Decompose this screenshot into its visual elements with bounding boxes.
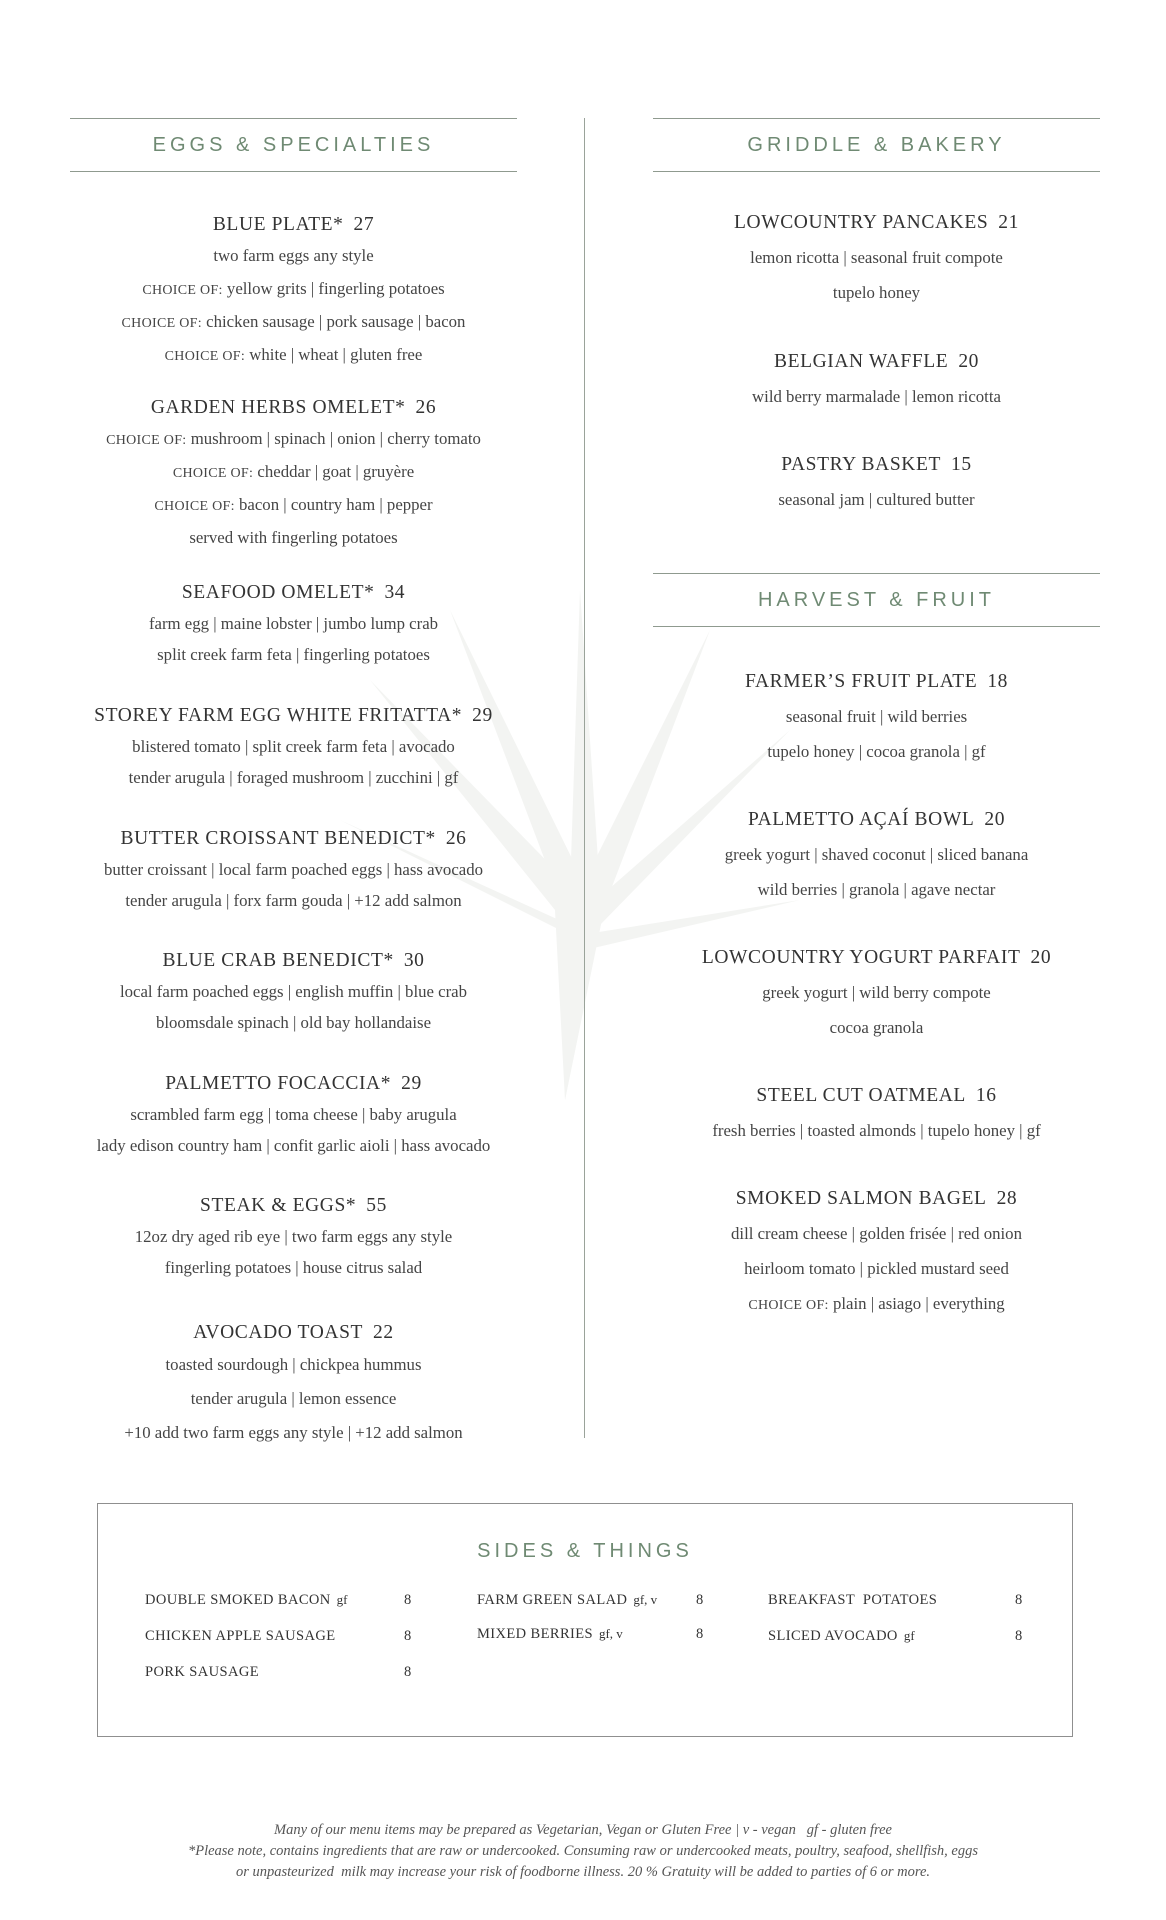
item-name-row	[70, 393, 517, 423]
section-title: GRIDDLE & BAKERY	[747, 134, 1006, 156]
item-description: tender arugula | forx farm gouda | +12 add salmon	[125, 891, 462, 910]
item-name-row	[70, 210, 517, 240]
item-price: 55	[366, 1195, 387, 1216]
side-price: 8	[696, 1626, 704, 1642]
menu-item	[653, 345, 1100, 414]
item-price: 22	[373, 1322, 394, 1343]
item-name-row	[653, 345, 1100, 379]
item-description: bloomsdale spinach | old bay hollandaise	[155, 1013, 432, 1032]
item-price: 20	[1030, 947, 1052, 968]
item-name-row	[653, 1182, 1100, 1216]
menu-item	[70, 210, 517, 372]
item-description: dill cream cheese | golden frisée | red onion	[731, 1224, 1022, 1243]
item-name: BUTTER CROISSANT BENEDICT*	[120, 828, 436, 849]
section-header	[653, 573, 1100, 627]
item-description: CHOICE OF: yellow grits | fingerling potatoes	[142, 279, 445, 298]
menu-item	[653, 665, 1100, 769]
side-price: 8	[404, 1592, 412, 1608]
section-header	[70, 118, 517, 172]
item-description: split creek farm feta | fingerling potatoes	[157, 645, 430, 664]
side-price: 8	[1015, 1628, 1023, 1644]
menu-item	[653, 941, 1100, 1045]
side-item: FARM GREEN SALAD gf, v	[477, 1592, 658, 1608]
menu-item	[653, 206, 1100, 310]
item-name-row	[70, 1191, 517, 1221]
item-description: fingerling potatoes | house citrus salad	[164, 1258, 423, 1277]
item-price: 26	[415, 397, 437, 418]
item-price: 18	[987, 671, 1009, 692]
item-name: BLUE PLATE*	[212, 214, 344, 235]
side-price: 8	[404, 1664, 412, 1680]
item-price: 20	[984, 809, 1006, 830]
item-description: wild berries | granola | agave nectar	[757, 880, 996, 899]
menu-item	[70, 946, 517, 1038]
menu-item	[653, 803, 1100, 907]
item-name: GARDEN HERBS OMELET*	[150, 397, 406, 418]
item-description: cocoa granola	[829, 1018, 924, 1037]
item-price: 21	[998, 212, 1019, 233]
item-price: 29	[401, 1073, 422, 1094]
menu-item	[70, 578, 517, 670]
item-description: wild berry marmalade | lemon ricotta	[752, 387, 1001, 406]
item-name-row	[70, 578, 517, 608]
item-name-row	[70, 1318, 517, 1348]
item-description: two farm eggs any style	[213, 246, 374, 265]
item-description: +10 add two farm eggs any style | +12 add salmon	[124, 1423, 463, 1442]
menu-item	[70, 393, 517, 555]
item-name-row	[70, 701, 517, 731]
item-description: CHOICE OF: cheddar | goat | gruyère	[172, 462, 415, 481]
item-name: PALMETTO FOCACCIA*	[165, 1073, 392, 1094]
item-description: 12oz dry aged rib eye | two farm eggs any style	[134, 1227, 453, 1246]
item-description: scrambled farm egg | toma cheese | baby arugula	[130, 1105, 457, 1124]
item-name-row	[653, 206, 1100, 240]
item-name-row	[653, 665, 1100, 699]
item-description: seasonal jam | cultured butter	[778, 490, 975, 509]
item-name-row	[70, 824, 517, 854]
item-price: 26	[445, 828, 467, 849]
item-name: AVOCADO TOAST	[193, 1322, 364, 1343]
item-name: PALMETTO AÇAÍ BOWL	[747, 809, 975, 830]
item-name-row	[653, 941, 1100, 975]
gratuity-note: or unpasteurized milk may increase your risk of foodborne illness. 20 % Gratuity will be added to parties of 6 or more.	[235, 1864, 931, 1880]
item-description: CHOICE OF: plain | asiago | everything	[748, 1294, 1005, 1313]
item-description: tupelo honey | cocoa granola | gf	[767, 742, 986, 761]
side-price: 8	[404, 1628, 412, 1644]
item-description: CHOICE OF: bacon | country ham | pepper	[154, 495, 433, 514]
item-name: LOWCOUNTRY PANCAKES	[734, 212, 989, 233]
menu-item	[653, 448, 1100, 517]
item-description: tender arugula | foraged mushroom | zucchini | gf	[128, 768, 459, 787]
item-description: seasonal fruit | wild berries	[785, 707, 968, 726]
item-description: lemon ricotta | seasonal fruit compote	[750, 248, 1003, 267]
item-price: 29	[472, 705, 493, 726]
footer-disclaimer	[0, 1820, 1166, 1883]
item-name: SEAFOOD OMELET*	[181, 582, 375, 603]
item-description: greek yogurt | shaved coconut | sliced banana	[724, 845, 1029, 864]
item-price: 28	[996, 1188, 1018, 1209]
item-description: butter croissant | local farm poached eggs | hass avocado	[103, 860, 484, 879]
item-name: STEEL CUT OATMEAL	[756, 1085, 966, 1106]
item-description: greek yogurt | wild berry compote	[762, 983, 991, 1002]
side-item: CHICKEN APPLE SAUSAGE	[145, 1628, 336, 1644]
sides-box	[97, 1503, 1073, 1737]
item-name-row	[70, 946, 517, 976]
item-name-row	[653, 448, 1100, 482]
item-price: 30	[403, 950, 425, 971]
item-price: 20	[958, 351, 980, 372]
side-item: PORK SAUSAGE	[145, 1664, 259, 1680]
item-description: CHOICE OF: chicken sausage | pork sausage | bacon	[121, 312, 466, 331]
item-description: served with fingerling potatoes	[189, 528, 398, 547]
item-price: 16	[975, 1085, 997, 1106]
item-name: LOWCOUNTRY YOGURT PARFAIT	[701, 947, 1021, 968]
item-price: 15	[951, 454, 972, 475]
item-name: PASTRY BASKET	[781, 454, 941, 475]
item-description: blistered tomato | split creek farm feta | avocado	[132, 737, 455, 756]
section-title: EGGS & SPECIALTIES	[152, 134, 435, 156]
item-price: 27	[353, 214, 375, 235]
raw-food-warning: *Please note, contains ingredients that are raw or undercooked. Consuming raw or undercooked meats, poultry, seafood, shellfish, eggs	[187, 1843, 979, 1859]
item-description: local farm poached eggs | english muffin | blue crab	[119, 982, 468, 1001]
item-name: BELGIAN WAFFLE	[773, 351, 949, 372]
item-name-row	[70, 1069, 517, 1099]
item-description: farm egg | maine lobster | jumbo lump crab	[148, 614, 439, 633]
sides-title: SIDES & THINGS	[477, 1540, 693, 1562]
item-price: 34	[384, 582, 406, 603]
item-name-row	[653, 803, 1100, 837]
menu-item	[70, 1318, 517, 1450]
column-divider	[584, 118, 585, 1438]
item-description: fresh berries | toasted almonds | tupelo honey | gf	[712, 1121, 1041, 1140]
item-description: CHOICE OF: mushroom | spinach | onion | cherry tomato	[106, 429, 481, 448]
dietary-note: Many of our menu items may be prepared as Vegetarian, Vegan or Gluten Free | v - vegan gf - gluten free	[274, 1822, 892, 1838]
side-item: MIXED BERRIES gf, v	[477, 1626, 623, 1642]
item-description: tender arugula | lemon essence	[190, 1389, 397, 1408]
side-item: BREAKFAST POTATOES	[768, 1592, 938, 1608]
item-name-row	[653, 1079, 1100, 1113]
side-item: DOUBLE SMOKED BACON gf	[145, 1592, 348, 1608]
menu-item	[70, 1069, 517, 1161]
item-description: tupelo honey	[832, 283, 921, 302]
item-description: heirloom tomato | pickled mustard seed	[744, 1259, 1009, 1278]
menu-item	[70, 701, 517, 793]
item-description: toasted sourdough | chickpea hummus	[165, 1355, 422, 1374]
item-description: CHOICE OF: white | wheat | gluten free	[164, 345, 423, 364]
side-item: SLICED AVOCADO gf	[768, 1628, 915, 1644]
section-title: HARVEST & FRUIT	[757, 589, 996, 611]
item-name: FARMER’S FRUIT PLATE	[744, 671, 978, 692]
menu-item	[653, 1182, 1100, 1323]
item-name: STEAK & EGGS*	[200, 1195, 357, 1216]
side-price: 8	[1015, 1592, 1023, 1608]
menu-item	[70, 1191, 517, 1283]
section-header	[653, 118, 1100, 172]
item-name: SMOKED SALMON BAGEL	[735, 1188, 987, 1209]
item-name: STOREY FARM EGG WHITE FRITATTA*	[94, 705, 463, 726]
side-price: 8	[696, 1592, 704, 1608]
item-name: BLUE CRAB BENEDICT*	[162, 950, 394, 971]
menu-item	[70, 824, 517, 916]
menu-item	[653, 1079, 1100, 1148]
item-description: lady edison country ham | confit garlic aioli | hass avocado	[96, 1136, 491, 1155]
